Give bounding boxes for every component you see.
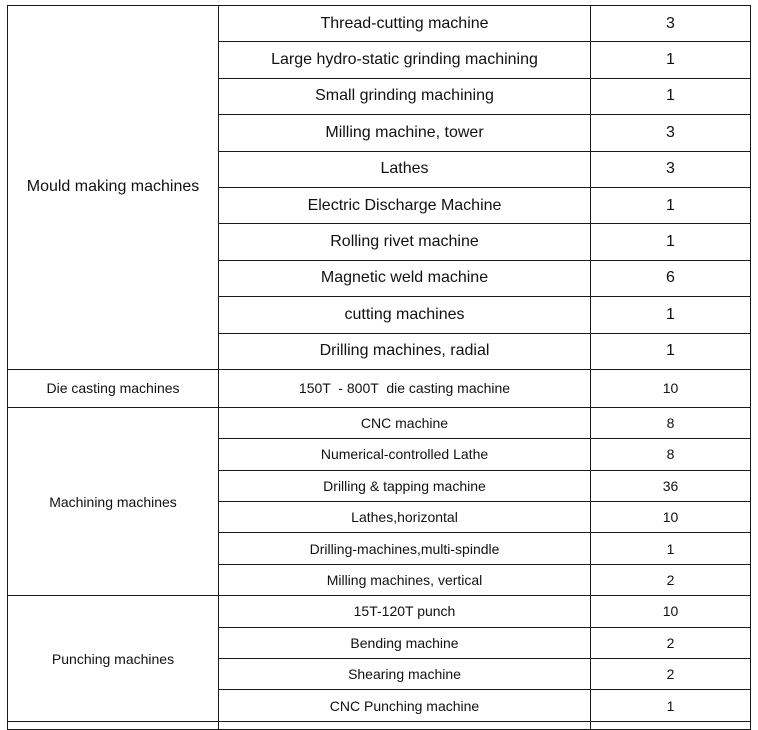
machine-name-cell: 15T-120T punch	[219, 596, 591, 627]
machine-name-cell: Bending machine	[219, 627, 591, 658]
machine-name-cell: Drilling machines, radial	[219, 333, 591, 369]
table-row	[8, 596, 751, 627]
quantity-cell: 10	[591, 596, 751, 627]
machine-name-cell: Lathes	[219, 151, 591, 187]
quantity-cell: 3	[591, 115, 751, 151]
machine-name-cell: Large hydro-static grinding machining	[219, 42, 591, 78]
table-row-continuation	[8, 721, 751, 729]
quantity-cell: 2	[591, 564, 751, 595]
empty-cell	[591, 721, 751, 729]
empty-cell	[8, 721, 219, 729]
machine-name-cell: Numerical-controlled Lathe	[219, 439, 591, 470]
quantity-cell: 6	[591, 260, 751, 296]
quantity-cell: 10	[591, 369, 751, 407]
table-row	[8, 6, 751, 42]
machine-name-cell: Small grinding machining	[219, 78, 591, 114]
category-cell: Die casting machines	[8, 369, 219, 407]
machine-name-cell: cutting machines	[219, 297, 591, 333]
quantity-cell: 1	[591, 42, 751, 78]
quantity-cell: 1	[591, 297, 751, 333]
machine-name-cell: Electric Discharge Machine	[219, 187, 591, 223]
quantity-cell: 2	[591, 627, 751, 658]
machine-name-cell: CNC machine	[219, 407, 591, 438]
machine-name-cell: Shearing machine	[219, 659, 591, 690]
quantity-cell: 1	[591, 78, 751, 114]
quantity-cell: 1	[591, 187, 751, 223]
category-cell: Machining machines	[8, 407, 219, 595]
machine-name-cell: 150T - 800T die casting machine	[219, 369, 591, 407]
quantity-cell: 1	[591, 690, 751, 721]
machine-name-cell: Milling machine, tower	[219, 115, 591, 151]
category-cell: Punching machines	[8, 596, 219, 722]
quantity-cell: 8	[591, 439, 751, 470]
machine-name-cell: Drilling & tapping machine	[219, 470, 591, 501]
machine-name-cell: CNC Punching machine	[219, 690, 591, 721]
quantity-cell: 3	[591, 6, 751, 42]
equipment-table	[7, 5, 751, 730]
quantity-cell: 36	[591, 470, 751, 501]
machine-name-cell: Milling machines, vertical	[219, 564, 591, 595]
quantity-cell: 10	[591, 502, 751, 533]
quantity-cell: 3	[591, 151, 751, 187]
quantity-cell: 2	[591, 659, 751, 690]
empty-cell	[219, 721, 591, 729]
table-row	[8, 407, 751, 438]
category-cell: Mould making machines	[8, 6, 219, 370]
quantity-cell: 1	[591, 333, 751, 369]
machine-name-cell: Rolling rivet machine	[219, 224, 591, 260]
machine-name-cell: Magnetic weld machine	[219, 260, 591, 296]
quantity-cell: 1	[591, 224, 751, 260]
quantity-cell: 8	[591, 407, 751, 438]
machine-name-cell: Drilling-machines,multi-spindle	[219, 533, 591, 564]
machine-name-cell: Lathes,horizontal	[219, 502, 591, 533]
table-row	[8, 369, 751, 407]
machine-name-cell: Thread-cutting machine	[219, 6, 591, 42]
quantity-cell: 1	[591, 533, 751, 564]
